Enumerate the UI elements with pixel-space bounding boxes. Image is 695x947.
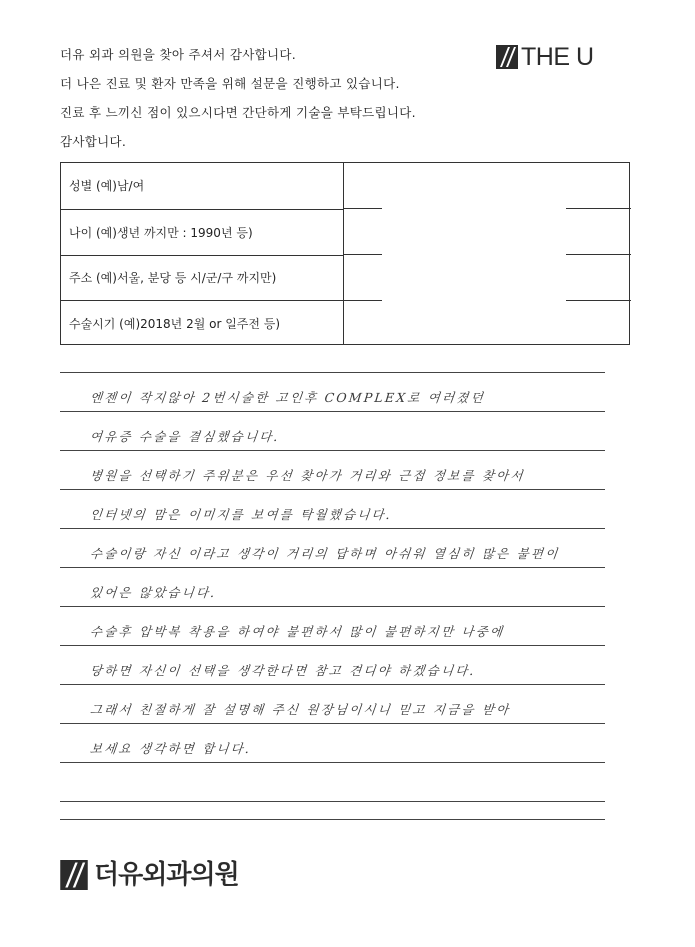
info-row-age: 나이 (예)생년 까지만 : 1990년 등)	[61, 209, 344, 255]
intro-text	[60, 40, 510, 156]
intro-line-thanks: 감사합니다.	[60, 134, 127, 149]
handwritten-line: 그래서 친절하게 잘 설명해 주신 원장님이시니 믿고 지금을 받아	[89, 702, 512, 717]
handwritten-line: 수술후 압박복 착용을 하여야 불편하서 많이 불편하지만 나중에	[89, 624, 506, 639]
ruled-line	[60, 567, 605, 568]
answer-line	[566, 300, 631, 301]
handwritten-line: 수술이랑 자신 이라고 생각이 거리의 답하며 아쉬워 열심히 많은 불편이	[89, 546, 561, 561]
ruled-line	[60, 489, 605, 490]
answer-line	[566, 208, 631, 209]
answer-line	[344, 300, 382, 301]
intro-line-request: 진료 후 느끼신 점이 있으시다면 간단하게 기술을 부탁드립니다.	[60, 105, 416, 120]
handwritten-line: 당하면 자신이 선택을 생각한다면 참고 견디야 하겠습니다.	[89, 663, 477, 678]
handwritten-line: 여유증 수술을 결심했습니다.	[89, 429, 281, 444]
intro-line-greeting: 더유 외과 의원을 찾아 주셔서 감사합니다.	[60, 47, 297, 62]
info-label-column	[61, 163, 344, 344]
ruled-line	[60, 723, 605, 724]
ruled-line	[60, 450, 605, 451]
brand-logo-text: THE U	[521, 43, 594, 71]
handwritten-line: 엔젠이 작지않아 2번시술한 고인후 COMPLEX로 여러졌던	[89, 390, 486, 405]
info-row-address: 주소 (예)서울, 분당 등 시/군/구 까지만)	[61, 255, 344, 301]
ruled-line	[60, 645, 605, 646]
answer-line	[344, 254, 382, 255]
ruled-line	[60, 819, 605, 820]
brand-logo-bottom	[60, 860, 239, 890]
info-row-surgery-date: 수술시기 (예)2018년 2월 or 일주전 등)	[61, 300, 344, 346]
ruled-line	[60, 762, 605, 763]
ruled-line	[60, 606, 605, 607]
ruled-line	[60, 411, 605, 412]
brand-mark-icon	[60, 860, 88, 890]
brand-logo-bottom-text: 더유외과의원	[94, 860, 239, 890]
handwritten-line: 병원을 선택하기 주위분은 우선 찾아가 거리와 근접 정보를 찾아서	[89, 468, 526, 483]
handwritten-line: 보세요 생각하면 합니다.	[89, 741, 253, 756]
answer-line	[566, 254, 631, 255]
ruled-line	[60, 684, 605, 685]
info-table	[60, 162, 630, 345]
ruled-line	[60, 801, 605, 802]
ruled-line	[60, 372, 605, 373]
brand-mark-icon	[496, 45, 518, 69]
intro-line-purpose: 더 나은 진료 및 환자 만족을 위해 설문을 진행하고 있습니다.	[60, 76, 400, 91]
brand-logo-top	[496, 45, 594, 69]
answer-line	[344, 208, 382, 209]
info-row-gender: 성별 (예)남/여	[69, 179, 145, 194]
ruled-line	[60, 528, 605, 529]
handwritten-line: 인터넷의 맘은 이미지를 보여를 탁월했습니다.	[89, 507, 393, 522]
handwritten-line: 있어은 않았습니다.	[89, 585, 218, 600]
